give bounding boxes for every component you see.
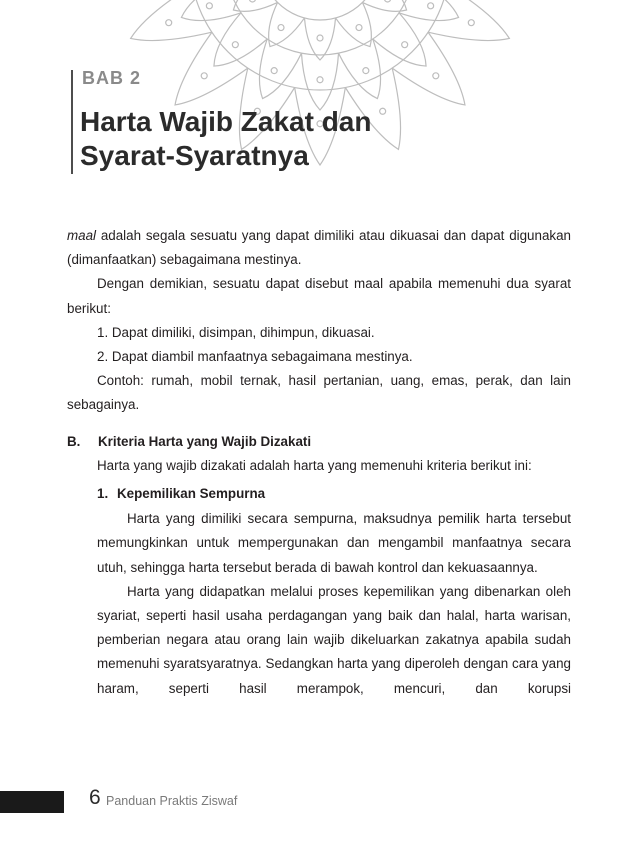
section-heading-b	[67, 418, 571, 454]
subsection-paragraph-2: Harta yang didapatkan melalui proses kepemilikan yang dibenarkan oleh syariat, seperti hasil usaha perdagangan yang baik dan halal, harta warisan, pemberian negara atau orang lain wajib dikeluarkan zakatnya apabila sudah memenuhi syaratsyaratnya. Sedangkan harta yang diperoleh dengan cara yang haram, seperti hasil merampok, mencuri, dan korupsi	[97, 583, 571, 696]
term-maal: maal	[67, 228, 97, 243]
intro-definition: adalah segala sesuatu yang dapat dimiliki atau dikuasai dan dapat digunakan (dimanfaatkan) sebagaimana mestinya.	[67, 228, 571, 268]
example-paragraph: Contoh: rumah, mobil ternak, hasil pertanian, uang, emas, perak, dan lain sebagainya.	[67, 373, 571, 413]
subsection-paragraph-1: Harta yang dimiliki secara sempurna, maksudnya pemilik harta tersebut memungkinkan untuk mempergunakan dan mengambil manfaatnya secara utuh, sehingga harta tersebut berada di bawah kontrol dan kekuasaannya.	[97, 511, 571, 575]
chapter-label: BAB 2	[82, 68, 142, 88]
footer-bar	[0, 791, 64, 813]
list-item-2: 2. Dapat diambil manfaatnya sebagaimana mestinya.	[97, 349, 413, 365]
chapter-accent-bar	[71, 70, 73, 174]
page-number: 6	[89, 786, 101, 809]
subsection-title: Kepemilikan Sempurna	[117, 486, 266, 502]
intro-paragraph	[67, 224, 571, 272]
chapter-title: Harta Wajib Zakat dan Syarat-Syaratnya	[80, 106, 372, 171]
subsection-1	[67, 478, 571, 701]
section-title: Kriteria Harta yang Wajib Dizakati	[98, 433, 312, 449]
subsection-number: 1.	[97, 486, 109, 502]
condition-paragraph: Dengan demikian, sesuatu dapat disebut maal apabila memenuhi dua syarat berikut:	[67, 276, 571, 316]
mandala-ornament	[40, 0, 600, 205]
body-text	[67, 224, 571, 701]
section-intro: Harta yang wajib dizakati adalah harta yang memenuhi kriteria berikut ini:	[97, 457, 532, 473]
running-head: Panduan Praktis Ziswaf	[106, 794, 238, 808]
section-number: B.	[67, 433, 81, 449]
list-item-1: 1. Dapat dimiliki, disimpan, dihimpun, dikuasai.	[97, 324, 375, 340]
subsection-heading	[97, 478, 571, 507]
